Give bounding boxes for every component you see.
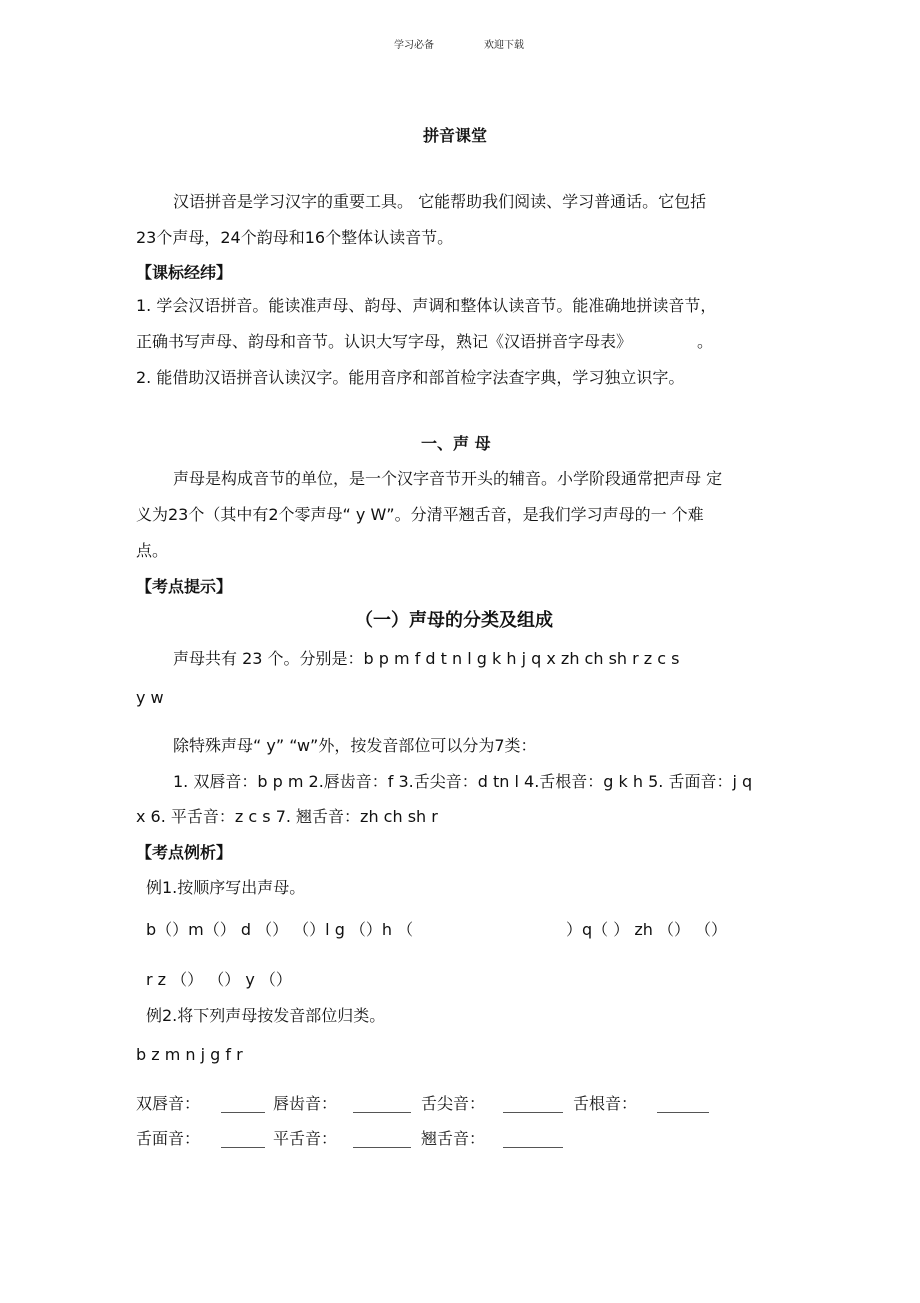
label-chunchi: 唇齿音： [273, 1094, 338, 1113]
header-right: 欢迎下载 [484, 40, 524, 51]
example2-letters: b z m n j g f r [136, 1045, 243, 1064]
intro-line-2: 23个声母，24个韵母和16个整体认读音节。 [136, 228, 454, 247]
blank-qiaoshe[interactable] [503, 1147, 563, 1148]
section1-para-line-2: 义为23个（其中有2个零声母“ y W”。分清平翘舌音，是我们学习声母的一 个难 [136, 505, 704, 524]
example1-sequence-1: b（）m（） d （） （）l g （）h （ [146, 920, 414, 939]
example2-title: 例2.将下列声母按发音部位归类。 [146, 1006, 386, 1025]
label-shejian: 舌尖音： [421, 1094, 486, 1113]
blank-shuangchun[interactable] [221, 1112, 265, 1113]
sub-heading: （一）声母的分类及组成 [355, 610, 553, 631]
intro-line-1: 汉语拼音是学习汉字的重要工具。 它能帮助我们阅读、学习普通话。它包括 [173, 192, 707, 211]
page-title: 拼音课堂 [423, 126, 488, 145]
standards-item1-line2: 正确书写声母、韵母和音节。认识大写字母，熟记《汉语拼音字母表》 [136, 332, 633, 351]
blank-chunchi[interactable] [353, 1112, 411, 1113]
blank-pingshe[interactable] [353, 1147, 411, 1148]
header-left: 学习必备 [394, 40, 434, 51]
classify-intro: 除特殊声母“ y” “w”外，按发音部位可以分为7类： [173, 736, 537, 755]
initials-list-line-1: 声母共有 23 个。分别是：b p m f d t n l g k h j q x zh ch sh r z c s [173, 649, 680, 668]
example1-sequence-3: r z （） （） y （） [146, 970, 292, 989]
examples-heading: 【考点例析】 [136, 843, 233, 862]
section1-para-line-3: 点。 [136, 541, 169, 560]
standards-heading: 【课标经纬】 [136, 263, 233, 282]
standards-item1-end: 。 [697, 332, 714, 351]
example1-title: 例1.按顺序写出声母。 [146, 878, 306, 897]
label-shemian: 舌面音： [136, 1129, 201, 1148]
blank-shejian[interactable] [503, 1112, 563, 1113]
example1-sequence-2: ）q（ ） zh （） （） [566, 920, 728, 939]
label-shegen: 舌根音： [573, 1094, 638, 1113]
tips-heading: 【考点提示】 [136, 577, 233, 596]
label-shuangchun: 双唇音： [136, 1094, 201, 1113]
blank-shemian[interactable] [221, 1147, 265, 1148]
standards-item2: 2. 能借助汉语拼音认读汉字。能用音序和部首检字法查字典，学习独立识字。 [136, 368, 685, 387]
classes-line-1: 1. 双唇音：b p m 2.唇齿音：f 3.舌尖音：d tn l 4.舌根音：g k h 5. 舌面音：j q [173, 772, 753, 791]
standards-item1-line1: 1. 学会汉语拼音。能读准声母、韵母、声调和整体认读音节。能准确地拼读音节， [136, 296, 717, 315]
section1-para-line-1: 声母是构成音节的单位，是一个汉字音节开头的辅音。小学阶段通常把声母 定 [173, 469, 723, 488]
label-pingshe: 平舌音： [273, 1129, 338, 1148]
section1-heading: 一、声 母 [421, 434, 491, 453]
label-qiaoshe: 翘舌音： [421, 1129, 486, 1148]
initials-list-line-2: y w [136, 688, 164, 707]
blank-shegen[interactable] [657, 1112, 709, 1113]
classes-line-2: x 6. 平舌音：z c s 7. 翘舌音：zh ch sh r [136, 807, 438, 826]
